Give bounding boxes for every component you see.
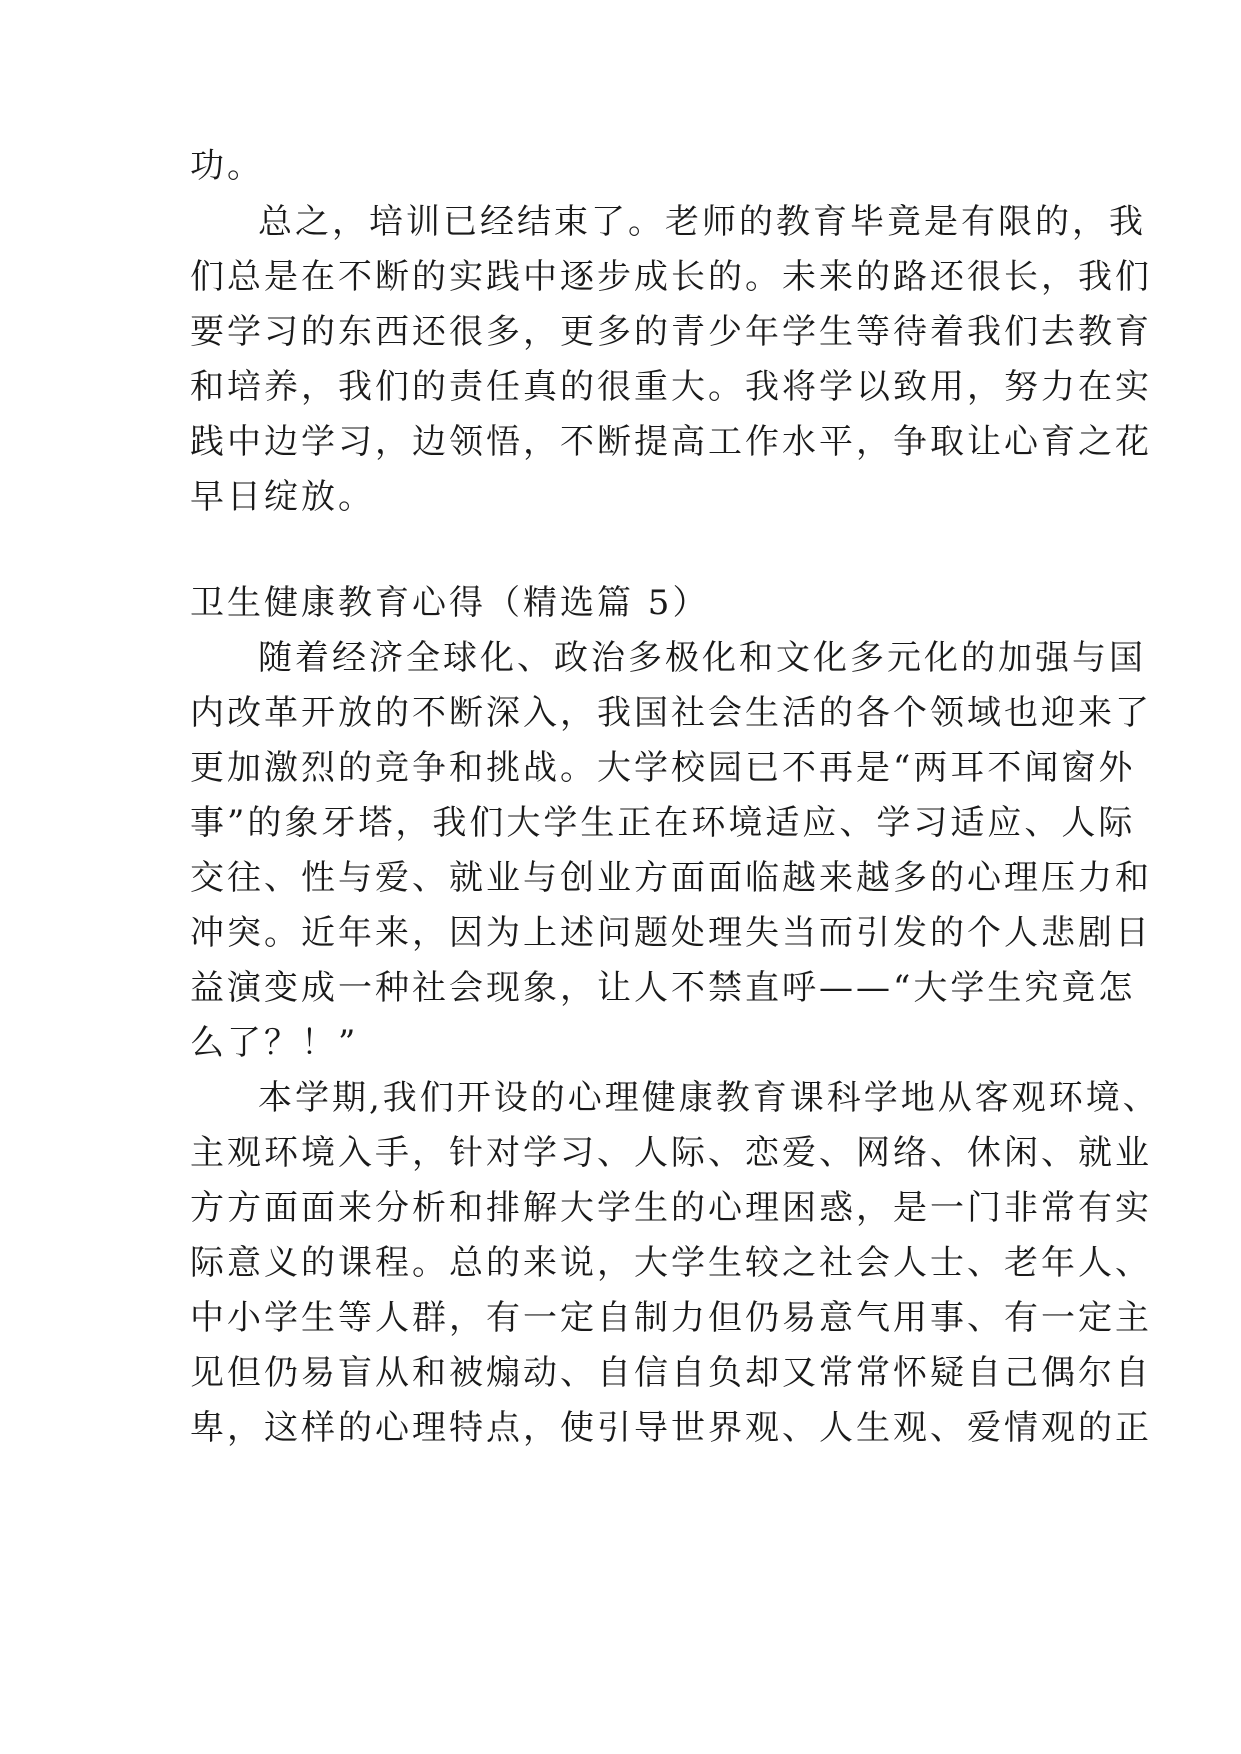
- text-line: 更加激烈的竞争和挑战。大学校园已不再是“两耳不闻窗外: [190, 748, 1136, 788]
- text-line: 中小学生等人群，有一定自制力但仍易意气用事、有一定主: [190, 1298, 1152, 1338]
- text-line: 冲突。近年来，因为上述问题处理失当而引发的个人悲剧日: [190, 913, 1152, 953]
- paragraph-first-line: 本学期,我们开设的心理健康教育课科学地从客观环境、: [258, 1078, 1160, 1118]
- text-line: 践中边学习，边领悟，不断提高工作水平，争取让心育之花: [190, 422, 1152, 462]
- text-line: 们总是在不断的实践中逐步成长的。未来的路还很长，我们: [190, 257, 1152, 297]
- text-line: 见但仍易盲从和被煽动、自信自负却又常常怀疑自己偶尔自: [190, 1353, 1152, 1393]
- text-line: 事”的象牙塔，我们大学生正在环境适应、学习适应、人际: [190, 803, 1136, 843]
- text-line: 早日绽放。: [190, 477, 375, 517]
- text-line: 功。: [190, 146, 264, 186]
- text-line: 和培养，我们的责任真的很重大。我将学以致用，努力在实: [190, 367, 1152, 407]
- section-heading: 卫生健康教育心得（精选篇 5）: [190, 583, 710, 623]
- text-line: 交往、性与爱、就业与创业方面面临越来越多的心理压力和: [190, 858, 1152, 898]
- text-line: 要学习的东西还很多，更多的青少年学生等待着我们去教育: [190, 312, 1152, 352]
- text-line: 际意义的课程。总的来说，大学生较之社会人士、老年人、: [190, 1243, 1152, 1283]
- text-line: 益演变成一种社会现象，让人不禁直呼——“大学生究竟怎: [190, 968, 1136, 1008]
- text-line: 么了？！”: [190, 1023, 359, 1063]
- paragraph-first-line: 随着经济全球化、政治多极化和文化多元化的加强与国: [258, 638, 1146, 678]
- text-line: 卑，这样的心理特点，使引导世界观、人生观、爱情观的正: [190, 1408, 1152, 1448]
- text-line: 方方面面来分析和排解大学生的心理困惑，是一门非常有实: [190, 1188, 1152, 1228]
- text-line: 主观环境入手，针对学习、人际、恋爱、网络、休闲、就业: [190, 1133, 1152, 1173]
- text-line: 内改革开放的不断深入，我国社会生活的各个领域也迎来了: [190, 693, 1152, 733]
- paragraph-first-line: 总之，培训已经结束了。老师的教育毕竟是有限的，我: [258, 202, 1146, 242]
